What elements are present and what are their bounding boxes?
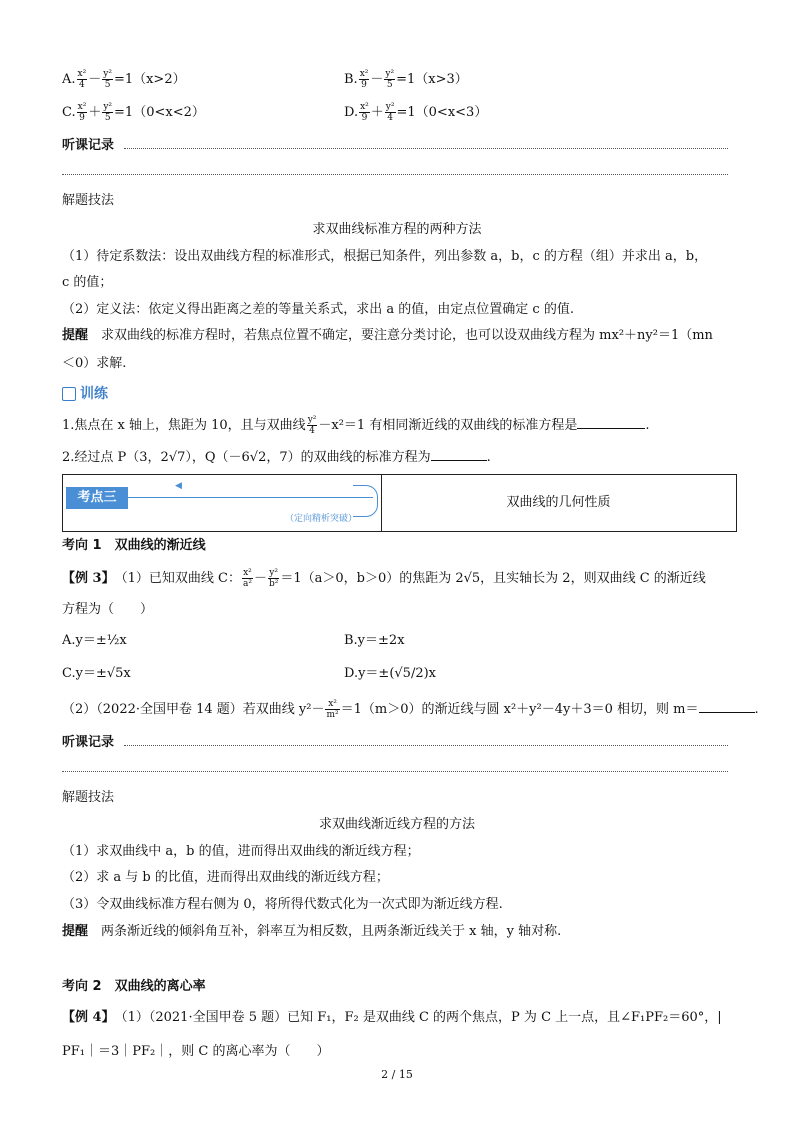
option-c: C. $\frac{\text{x²}}{9}$ ＋ $\frac{\text{y²}}{5}$ =1（0<x<2） [62, 102, 205, 123]
notes-label: 听课记录 [62, 735, 115, 750]
training-q1: 1.焦点在 x 轴上，焦距为 10，且与双曲线 $\frac{\text{y²}}{4}$ －x²＝1 有相同渐近线的双曲线的标准方程是 . [62, 415, 650, 436]
direction-heading: 考向 2 双曲线的离心率 [62, 979, 206, 994]
tips-label: 解题技法 [62, 790, 115, 805]
method-paragraph: （2）定义法：依定义得出距离之差的等量关系式，求出 a 的值，由定点位置确定 c 的值. [62, 302, 574, 317]
answer-blank[interactable] [431, 448, 487, 461]
example-3-line1: 【例 3】 （1）已知双曲线 C： $\frac{\text{x²}}{\text{a²}}$ － $\frac{\text{y²}}{\text{b²}}$ ＝1（a＞0，b＞0）的焦距为 2√5，且实轴长为 2，则双曲线 C 的渐近线 [62, 568, 706, 589]
notes-line [62, 174, 728, 175]
remark: 提醒 两条渐近线的倾斜角互补，斜率互为相反数，且两条渐近线关于 x 轴，y 轴对称. [62, 924, 562, 939]
choice-a[interactable]: A.y＝±½x [62, 633, 127, 648]
remark-cont: ＜0）求解. [62, 356, 127, 371]
method-paragraph: （2）求 a 与 b 的比值，进而得出双曲线的渐近线方程； [62, 870, 389, 885]
choice-c[interactable]: C.y＝±√5x [62, 666, 131, 681]
method-title: 求双曲线渐近线方程的方法 [318, 817, 475, 832]
choice-b[interactable]: B.y＝±2x [344, 633, 405, 648]
notes-line [62, 771, 728, 772]
page-number: 2 / 15 [381, 1068, 413, 1081]
option-b: B. $\frac{\text{x²}}{9}$ － $\frac{\text{y²}}{5}$ =1（x>3） [344, 69, 468, 90]
example-4-line2: PF₁｜＝3｜PF₂｜，则 C 的离心率为（ ） [62, 1044, 330, 1059]
option-d: D. $\frac{\text{x²}}{9}$ ＋ $\frac{\text{y²}}{4}$ =1（0<x<3） [344, 102, 488, 123]
tips-label: 解题技法 [62, 193, 115, 208]
example-label: 【例 3】 [62, 571, 109, 586]
remark-label: 提醒 [62, 328, 89, 343]
arrow-left-icon: ◀ [175, 481, 182, 491]
choice-d[interactable]: D.y＝±(√5/2)x [344, 666, 437, 681]
kaodian-title: 双曲线的几何性质 [506, 495, 611, 510]
training-icon [62, 387, 76, 401]
kaodian-line [128, 497, 373, 498]
method-title: 求双曲线标准方程的两种方法 [312, 222, 482, 237]
example-label: 【例 4】 [62, 1010, 109, 1025]
training-label: 训练 [80, 386, 108, 402]
method-paragraph: （3）令双曲线标准方程右侧为 0，将所得代数式化为一次式即为渐近线方程. [62, 897, 503, 912]
kaodian-badge: 考点三 [66, 487, 128, 509]
notes-line [124, 745, 728, 746]
direction-heading: 考向 1 双曲线的渐近线 [62, 538, 206, 553]
method-paragraph: （1）求双曲线中 a，b 的值，进而得出双曲线的渐近线方程； [62, 844, 420, 859]
notes-label: 听课记录 [62, 138, 115, 153]
answer-blank[interactable] [699, 700, 755, 713]
example-3-line3: （2）（2022·全国甲卷 14 题）若双曲线 y²－ $\frac{\text{x²}}{\text{m²}}$ ＝1（m＞0）的渐近线与圆 x²＋y²－4y＋3＝0 相切，则 m＝ . [62, 699, 759, 720]
option-a: A. $\frac{\text{x²}}{4}$ － $\frac{\text{y²}}{5}$ =1（x>2） [62, 69, 186, 90]
example-3-line2: 方程为（ ） [62, 602, 154, 617]
answer-blank[interactable] [577, 416, 645, 429]
kaodian-box [62, 474, 737, 532]
remark-label: 提醒 [62, 924, 89, 939]
kaodian-sub: （定向精析突破） [285, 514, 358, 524]
training-q2: 2.经过点 P（3，2√7），Q（－6√2，7）的双曲线的标准方程为 . [62, 450, 491, 465]
notes-line [124, 148, 728, 149]
remark: 提醒 求双曲线的标准方程时，若焦点位置不确定，要注意分类讨论，也可以设双曲线方程为 mx²＋ny²＝1（mn [62, 328, 713, 343]
kaodian-left [63, 475, 382, 531]
method-paragraph: （1）待定系数法：设出双曲线方程的标准形式，根据已知条件，列出参数 a，b，c 的方程（组）并求出 a，b， [62, 249, 708, 264]
method-paragraph: c 的值； [62, 275, 113, 290]
example-4-line1: 【例 4】 （1）（2021·全国甲卷 5 题）已知 F₁，F₂ 是双曲线 C 的两个焦点，P 为 C 上一点，且∠F₁PF₂＝60°，| [62, 1010, 722, 1025]
